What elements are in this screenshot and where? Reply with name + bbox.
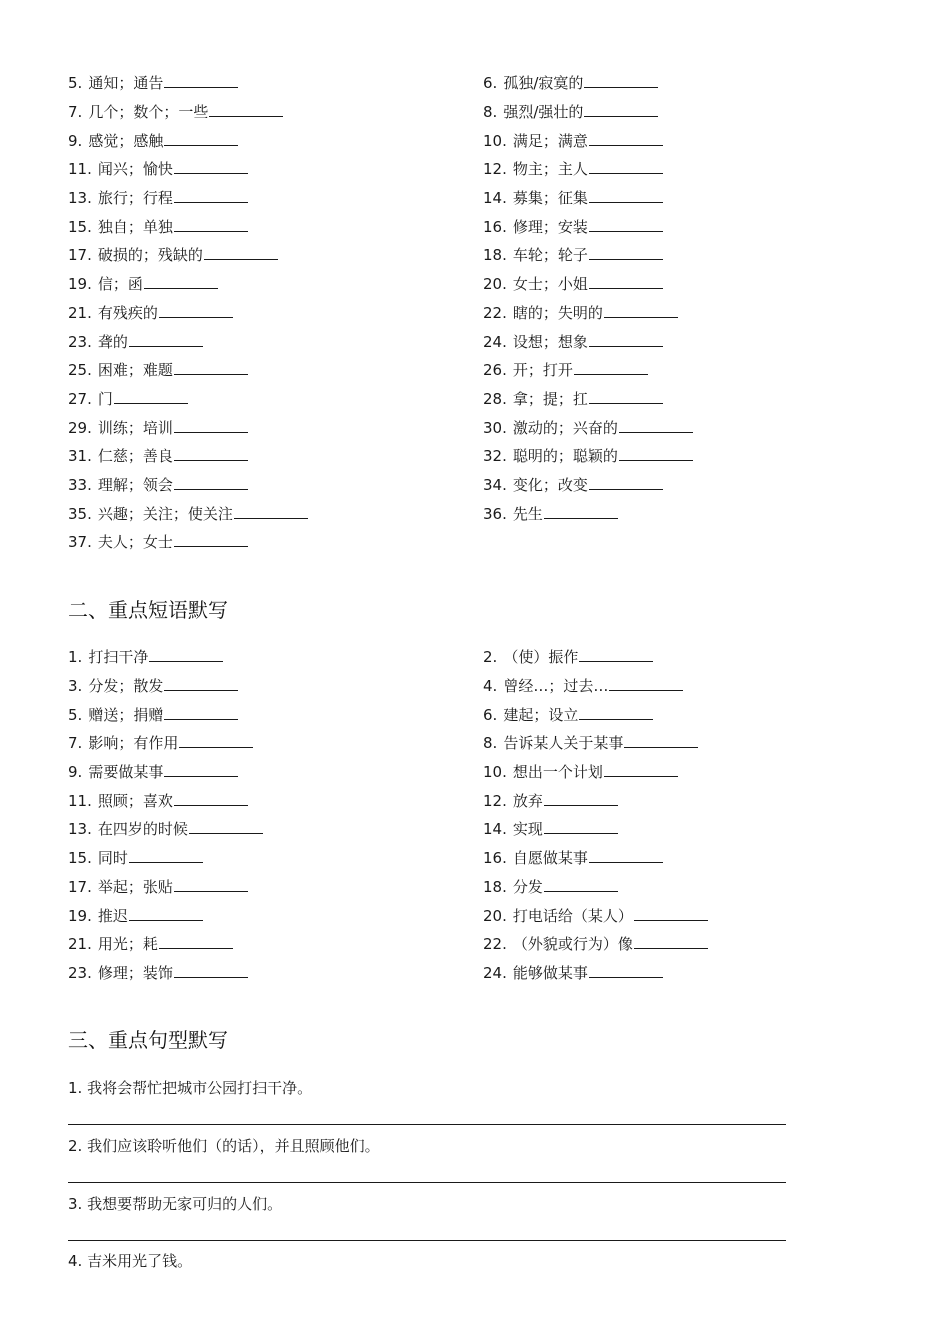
answer-blank[interactable] [164, 705, 238, 720]
phrase-item [483, 791, 888, 811]
answer-blank[interactable] [174, 217, 248, 232]
answer-blank[interactable] [584, 102, 658, 117]
item-text: 能够做某事 [512, 963, 588, 982]
item-number: 15. [68, 849, 92, 868]
item-number: 17. [68, 877, 92, 896]
vocab-item [68, 303, 483, 323]
item-text: 车轮；轮子 [512, 246, 588, 265]
vocab-item [483, 389, 888, 409]
answer-blank[interactable] [574, 360, 648, 375]
answer-blank[interactable] [174, 159, 248, 174]
answer-blank[interactable] [174, 532, 248, 547]
item-text: 训练；培训 [97, 418, 173, 437]
phrase-item [483, 705, 888, 725]
item-text: 建起；设立 [503, 705, 579, 724]
item-number: 16. [483, 217, 507, 236]
answer-blank[interactable] [129, 848, 203, 863]
answer-line-2[interactable] [68, 1182, 786, 1183]
vocab-item [68, 360, 483, 380]
item-text: 赠送；捐赠 [88, 705, 164, 724]
item-number: 5. [68, 705, 83, 724]
phrase-item [68, 906, 483, 926]
item-text: 有残疾的 [97, 303, 158, 322]
answer-blank[interactable] [114, 389, 188, 404]
vocab-item [68, 102, 483, 122]
vocab-item [68, 73, 483, 93]
vocab-item [68, 446, 483, 466]
item-number: 3. [68, 677, 83, 696]
item-number: 14. [483, 820, 507, 839]
answer-blank[interactable] [144, 274, 218, 289]
item-text: 仁慈；善良 [97, 447, 173, 466]
item-text: 破损的；残缺的 [97, 246, 203, 265]
item-text: 聋的 [97, 332, 128, 351]
vocab-item [68, 418, 483, 438]
item-text: 困难；难题 [97, 361, 173, 380]
sentence-3: 3. 我想要帮助无家可归的人们。 [68, 1195, 283, 1213]
vocab-item [483, 446, 888, 466]
answer-blank[interactable] [174, 188, 248, 203]
vocab-item [483, 245, 888, 265]
item-text: 开；打开 [512, 361, 573, 380]
answer-blank[interactable] [589, 332, 663, 347]
answer-blank[interactable] [179, 733, 253, 748]
item-text: 分发 [512, 877, 543, 896]
section-3-title: 三、重点句型默写 [68, 1028, 228, 1052]
item-number: 11. [68, 160, 92, 179]
phrase-item [483, 906, 888, 926]
vocab-item [483, 73, 888, 93]
item-number: 20. [483, 275, 507, 294]
phrase-item [68, 963, 483, 983]
vocab-item [483, 303, 888, 323]
vocab-item [483, 188, 888, 208]
item-number: 35. [68, 504, 92, 523]
answer-blank[interactable] [589, 217, 663, 232]
phrase-item [483, 877, 888, 897]
vocab-item [68, 504, 483, 524]
phrase-item [68, 791, 483, 811]
item-text: 变化；改变 [512, 475, 588, 494]
section-2-title: 二、重点短语默写 [68, 598, 228, 622]
vocab-item [68, 217, 483, 237]
phrase-item [483, 934, 888, 954]
vocab-item [483, 159, 888, 179]
answer-blank[interactable] [619, 418, 693, 433]
phrase-item [68, 733, 483, 753]
item-text: 拿；提；扛 [512, 389, 588, 408]
phrase-item [483, 819, 888, 839]
answer-blank[interactable] [174, 418, 248, 433]
item-number: 6. [483, 705, 498, 724]
item-number: 28. [483, 389, 507, 408]
item-text: （外貌或行为）像 [512, 935, 633, 954]
answer-blank[interactable] [634, 934, 708, 949]
phrase-item [483, 733, 888, 753]
phrase-item [483, 848, 888, 868]
answer-blank[interactable] [589, 245, 663, 260]
answer-blank[interactable] [174, 791, 248, 806]
item-number: 21. [68, 303, 92, 322]
item-number: 1. [68, 648, 83, 667]
item-number: 9. [68, 131, 83, 150]
answer-blank[interactable] [589, 131, 663, 146]
vocab-item [483, 332, 888, 352]
answer-blank[interactable] [129, 906, 203, 921]
answer-blank[interactable] [159, 303, 233, 318]
item-number: 4. [483, 677, 498, 696]
item-text: 兴趣；关注；使关注 [97, 504, 233, 523]
answer-blank[interactable] [174, 446, 248, 461]
item-text: 独自；单独 [97, 217, 173, 236]
item-number: 12. [483, 160, 507, 179]
answer-blank[interactable] [149, 647, 223, 662]
phrase-item [68, 848, 483, 868]
answer-blank[interactable] [609, 676, 683, 691]
item-number: 32. [483, 447, 507, 466]
phrase-item [68, 819, 483, 839]
item-text: 自愿做某事 [512, 849, 588, 868]
answer-blank[interactable] [589, 274, 663, 289]
item-number: 7. [68, 734, 83, 753]
item-text: 需要做某事 [88, 763, 164, 782]
phrase-item [483, 676, 888, 696]
phrase-item [68, 934, 483, 954]
item-number: 5. [68, 74, 83, 93]
phrase-item [483, 762, 888, 782]
item-text: 理解；领会 [97, 475, 173, 494]
vocab-item [483, 360, 888, 380]
item-number: 21. [68, 935, 92, 954]
item-number: 24. [483, 963, 507, 982]
answer-blank[interactable] [604, 303, 678, 318]
item-text: 举起；张贴 [97, 877, 173, 896]
vocab-item [483, 475, 888, 495]
answer-blank[interactable] [189, 819, 263, 834]
item-number: 11. [68, 791, 92, 810]
answer-blank[interactable] [544, 819, 618, 834]
item-text: 放弃 [512, 791, 543, 810]
item-number: 19. [68, 906, 92, 925]
vocab-item [483, 274, 888, 294]
item-number: 13. [68, 820, 92, 839]
item-number: 10. [483, 763, 507, 782]
item-number: 24. [483, 332, 507, 351]
answer-blank[interactable] [589, 188, 663, 203]
item-number: 8. [483, 734, 498, 753]
item-text: （使）振作 [503, 648, 579, 667]
phrase-item [68, 676, 483, 696]
answer-blank[interactable] [159, 934, 233, 949]
item-number: 20. [483, 906, 507, 925]
answer-blank[interactable] [604, 762, 678, 777]
item-text: 几个；数个；一些 [88, 103, 209, 122]
answer-blank[interactable] [579, 647, 653, 662]
answer-blank[interactable] [164, 131, 238, 146]
vocab-item [68, 475, 483, 495]
item-text: 修理；安装 [512, 217, 588, 236]
item-number: 15. [68, 217, 92, 236]
item-number: 33. [68, 475, 92, 494]
answer-blank[interactable] [634, 906, 708, 921]
item-number: 19. [68, 275, 92, 294]
sentence-2: 2. 我们应该聆听他们（的话），并且照顾他们。 [68, 1137, 380, 1155]
item-text: 旅行；行程 [97, 189, 173, 208]
item-number: 26. [483, 361, 507, 380]
item-text: 想出一个计划 [512, 763, 603, 782]
vocab-item [68, 389, 483, 409]
answer-blank[interactable] [589, 475, 663, 490]
answer-blank[interactable] [174, 877, 248, 892]
answer-blank[interactable] [129, 332, 203, 347]
sentence-4: 4. 吉米用光了钱。 [68, 1252, 193, 1270]
item-number: 25. [68, 361, 92, 380]
item-number: 29. [68, 418, 92, 437]
vocab-item [483, 217, 888, 237]
vocab-item [483, 504, 888, 524]
vocabulary-list [68, 69, 888, 557]
item-text: 在四岁的时候 [97, 820, 188, 839]
item-text: 物主；主人 [512, 160, 588, 179]
vocab-item [68, 274, 483, 294]
item-text: 女士；小姐 [512, 275, 588, 294]
item-text: 聪明的；聪颖的 [512, 447, 618, 466]
phrase-item [68, 647, 483, 667]
item-text: 推迟 [97, 906, 128, 925]
item-text: 用光；耗 [97, 935, 158, 954]
answer-blank[interactable] [544, 791, 618, 806]
item-text: 激动的；兴奋的 [512, 418, 618, 437]
item-text: 设想；想象 [512, 332, 588, 351]
vocab-item [68, 332, 483, 352]
answer-blank[interactable] [589, 963, 663, 978]
item-number: 22. [483, 935, 507, 954]
phrase-list [68, 643, 888, 987]
phrase-item [68, 705, 483, 725]
sentence-1: 1. 我将会帮忙把城市公园打扫干净。 [68, 1079, 313, 1097]
item-text: 实现 [512, 820, 543, 839]
item-number: 37. [68, 533, 92, 552]
item-text: 影响；有作用 [88, 734, 179, 753]
answer-blank[interactable] [164, 762, 238, 777]
item-text: 同时 [97, 849, 128, 868]
item-number: 14. [483, 189, 507, 208]
answer-line-1[interactable] [68, 1124, 786, 1125]
answer-blank[interactable] [174, 475, 248, 490]
item-number: 7. [68, 103, 83, 122]
item-number: 10. [483, 131, 507, 150]
item-text: 瞎的；失明的 [512, 303, 603, 322]
item-text: 打电话给（某人） [512, 906, 633, 925]
item-text: 募集；征集 [512, 189, 588, 208]
item-number: 36. [483, 504, 507, 523]
item-number: 2. [483, 648, 498, 667]
item-text: 分发；散发 [88, 677, 164, 696]
item-number: 9. [68, 763, 83, 782]
answer-blank[interactable] [589, 159, 663, 174]
vocab-item [68, 131, 483, 151]
item-number: 18. [483, 246, 507, 265]
answer-blank[interactable] [544, 877, 618, 892]
item-number: 6. [483, 74, 498, 93]
answer-blank[interactable] [234, 504, 308, 519]
item-text: 感觉；感触 [88, 131, 164, 150]
answer-blank[interactable] [209, 102, 283, 117]
item-text: 修理；装饰 [97, 963, 173, 982]
item-number: 27. [68, 389, 92, 408]
answer-blank[interactable] [589, 389, 663, 404]
vocab-item [68, 159, 483, 179]
vocab-item [483, 131, 888, 151]
item-number: 23. [68, 332, 92, 351]
vocab-item [68, 188, 483, 208]
phrase-item [483, 963, 888, 983]
item-text: 门 [97, 389, 113, 408]
phrase-item [483, 647, 888, 667]
item-text: 强烈/强壮的 [503, 103, 584, 122]
answer-blank[interactable] [174, 360, 248, 375]
answer-blank[interactable] [164, 676, 238, 691]
phrase-item [68, 762, 483, 782]
item-number: 18. [483, 877, 507, 896]
answer-blank[interactable] [619, 446, 693, 461]
answer-blank[interactable] [544, 504, 618, 519]
item-number: 16. [483, 849, 507, 868]
item-number: 8. [483, 103, 498, 122]
phrase-item [68, 877, 483, 897]
item-number: 30. [483, 418, 507, 437]
item-number: 22. [483, 303, 507, 322]
item-number: 17. [68, 246, 92, 265]
item-text: 通知；通告 [88, 74, 164, 93]
item-text: 曾经…；过去… [503, 677, 609, 696]
item-text: 信；函 [97, 275, 143, 294]
item-text: 先生 [512, 504, 543, 523]
item-text: 告诉某人关于某事 [503, 734, 624, 753]
item-number: 23. [68, 963, 92, 982]
answer-blank[interactable] [624, 733, 698, 748]
answer-blank[interactable] [584, 73, 658, 88]
item-text: 满足；满意 [512, 131, 588, 150]
answer-blank[interactable] [164, 73, 238, 88]
vocab-item [68, 245, 483, 265]
item-number: 34. [483, 475, 507, 494]
answer-blank[interactable] [589, 848, 663, 863]
item-text: 打扫干净 [88, 648, 149, 667]
vocab-item [483, 102, 888, 122]
item-number: 31. [68, 447, 92, 466]
item-number: 13. [68, 189, 92, 208]
item-text: 闻兴；愉快 [97, 160, 173, 179]
item-text: 夫人；女士 [97, 533, 173, 552]
item-text: 照顾；喜欢 [97, 791, 173, 810]
vocab-item [68, 532, 483, 552]
vocab-item [483, 418, 888, 438]
answer-blank[interactable] [174, 963, 248, 978]
answer-line-3[interactable] [68, 1240, 786, 1241]
answer-blank[interactable] [579, 705, 653, 720]
item-number: 12. [483, 791, 507, 810]
item-text: 孤独/寂寞的 [503, 74, 584, 93]
answer-blank[interactable] [204, 245, 278, 260]
